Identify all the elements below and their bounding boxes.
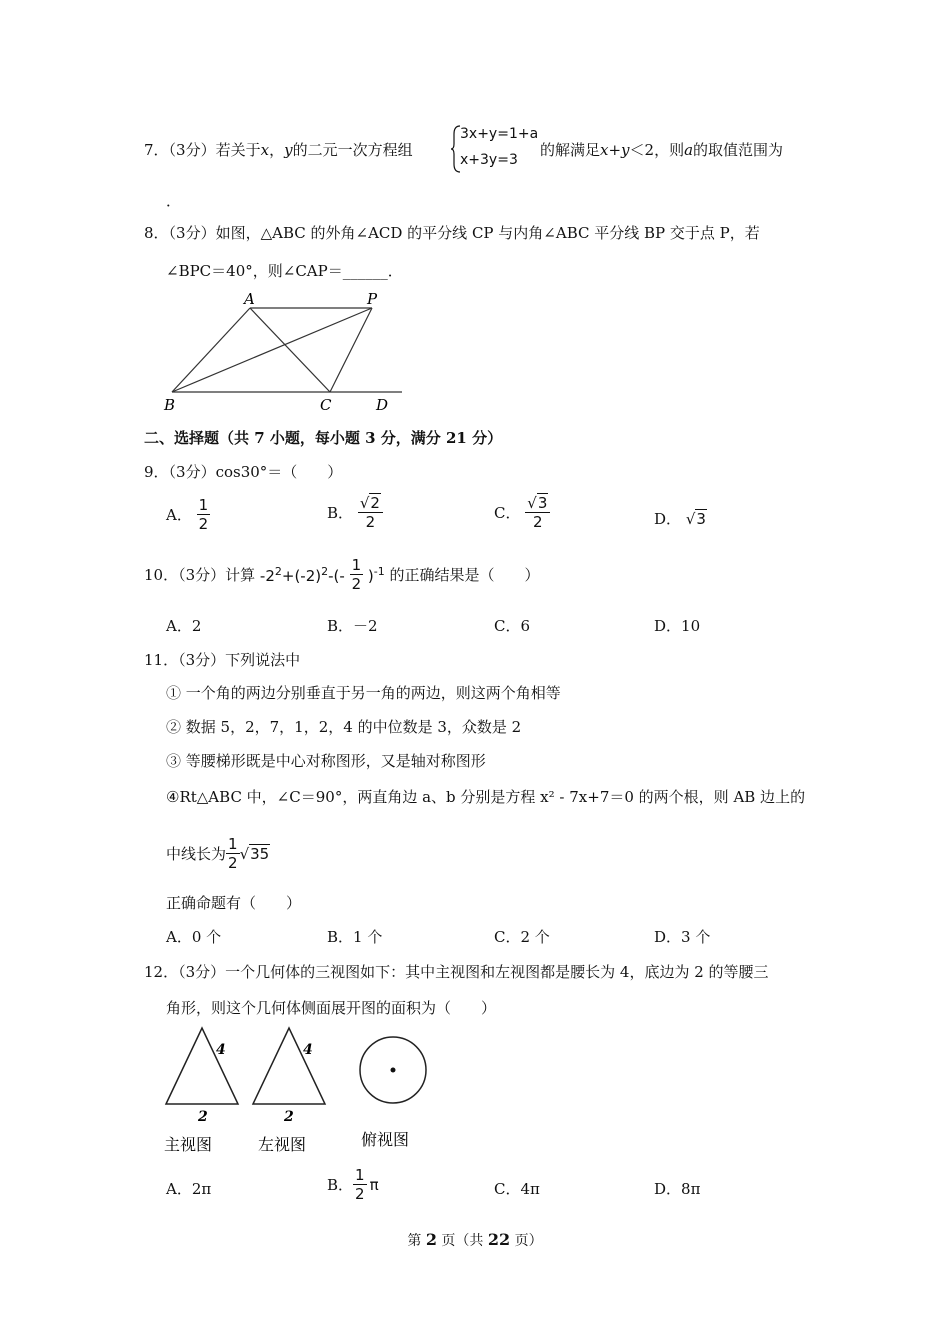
q11-statement-2: ② 数据 5，2，7，1，2，4 的中位数是 3，众数是 2 <box>166 718 522 736</box>
q8-line1: 8．（3分）如图，△ABC 的外角∠ACD 的平分线 CP 与内角∠ABC 平分线 BP 交于点 P，若 <box>144 224 760 242</box>
q11-option-a: A．0 个 <box>166 928 222 946</box>
q12-option-d: D．8π <box>654 1180 701 1198</box>
q9-option-a: A． $\frac{1}{2}$ <box>166 496 209 533</box>
q11-option-c: C．2 个 <box>494 928 550 946</box>
top-view-label: 俯视图 <box>361 1130 410 1149</box>
page-footer: 第 2 页（共 22 页） <box>407 1230 543 1249</box>
q12-three-views <box>158 1024 448 1160</box>
q9-stem: 9．（3分）cos30°＝（ ） <box>144 463 343 481</box>
q7-equation-system <box>450 124 540 174</box>
q11-statement-4b: 中线长为 $\frac{1}{2}$ √35 <box>166 835 270 872</box>
label-D: D <box>376 396 389 414</box>
q9-option-b: B． $\frac{√2}{2}$ <box>327 494 383 531</box>
q10-option-a: A．2 <box>166 617 202 635</box>
label-B: B <box>164 396 176 414</box>
q11-statement-4: ④Rt△ABC 中，∠C＝90°，两直角边 a、b 分别是方程 x² - 7x+7＝0 的两个根，则 AB 边上的 <box>166 788 806 806</box>
q7-eq2: x+3y=3 <box>460 152 518 168</box>
q11-statement-3: ③ 等腰梯形既是中心对称图形，又是轴对称图形 <box>166 752 486 770</box>
front-side-label: 4 <box>216 1042 226 1058</box>
label-A: A <box>244 290 255 308</box>
label-P: P <box>367 290 378 308</box>
q11-statement-1: ① 一个角的两边分别垂直于另一角的两边，则这两个角相等 <box>166 684 561 702</box>
q12-option-a: A．2π <box>166 1180 212 1198</box>
q11-option-d: D．3 个 <box>654 928 711 946</box>
q7-line-rest: 的解满足x+y＜2，则a的取值范围为 <box>540 141 784 159</box>
q8-line2: ∠BPC＝40°，则∠CAP＝______． <box>166 262 403 280</box>
q11-option-b: B．1 个 <box>327 928 383 946</box>
q7-blank: ． <box>166 192 182 210</box>
q7-line: 7．（3分）若关于x，y的二元一次方程组 <box>144 141 413 159</box>
q12-option-c: C．4π <box>494 1180 540 1198</box>
front-view-label: 主视图 <box>164 1135 213 1154</box>
q9-option-c: C． $\frac{√3}{2}$ <box>494 494 550 531</box>
q11-ask: 正确命题有（ ） <box>166 894 302 912</box>
q10-option-d: D．10 <box>654 617 701 635</box>
q11-stem: 11．（3分）下列说法中 <box>144 651 301 669</box>
q12-line1: 12．（3分）一个几何体的三视图如下：其中主视图和左视图都是腰长为 4，底边为 2 的等腰三 <box>144 963 769 981</box>
left-base-label: 2 <box>284 1109 294 1125</box>
left-side-label: 4 <box>303 1042 313 1058</box>
q10-option-b: B．－2 <box>327 617 378 635</box>
q7-eq1: 3x+y=1+a <box>460 126 539 142</box>
left-view-label: 左视图 <box>258 1135 307 1154</box>
q10-stem: 10．（3分）计算 $-2^2+(-2)^2-(-$ $\frac{1}{2}$ )$^{-1}$ 的正确结果是（ ） <box>144 556 540 593</box>
q12-line2: 角形，则这个几何体侧面展开图的面积为（ ） <box>166 999 497 1017</box>
q8-figure <box>160 288 410 416</box>
label-C: C <box>320 396 332 414</box>
q12-option-b: B． $\frac{1}{2}$ π <box>327 1166 379 1203</box>
front-base-label: 2 <box>198 1109 208 1125</box>
section-heading: 二、选择题（共 7 小题，每小题 3 分，满分 21 分） <box>144 429 503 447</box>
q10-option-c: C．6 <box>494 617 531 635</box>
q9-option-d: D． √3 <box>654 510 706 528</box>
